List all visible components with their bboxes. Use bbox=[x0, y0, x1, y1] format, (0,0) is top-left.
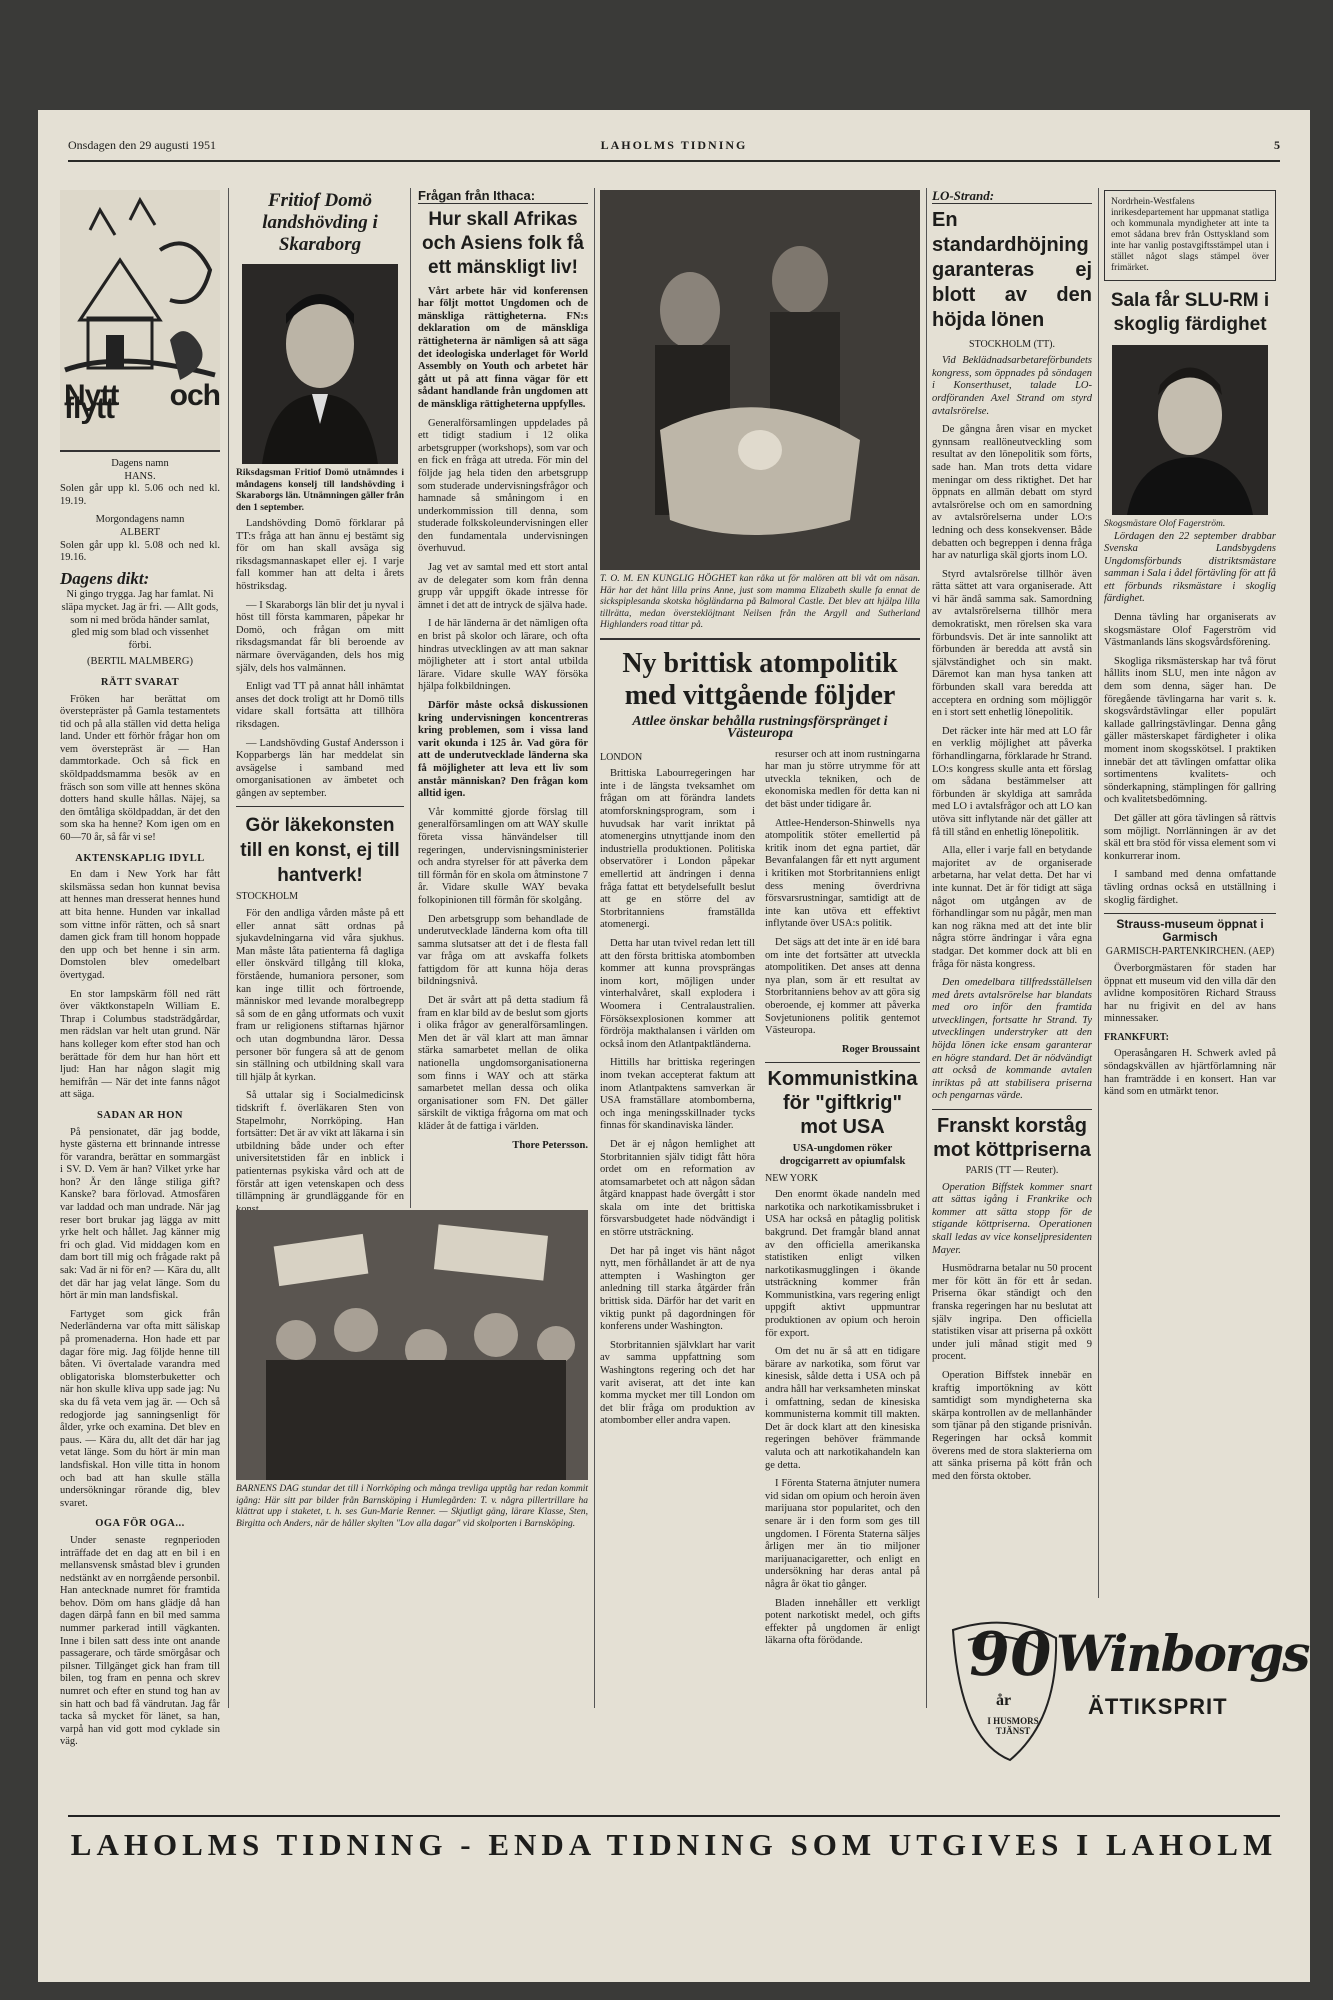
ithaca-body-6: Den arbetsgrupp som behandlade de underutvecklade länderna kom ofta till samma slutsatser att det i de flesta fall var fråga om att avskaffa folkets fattigdom för att kunna höja deras bildningsnivå. bbox=[418, 913, 588, 988]
ad-anniversary-number: 90 bbox=[963, 1620, 1057, 1690]
kina-body-4: Bladen innehåller ett verkligt potent narkotiskt medel, och gifts effekter på ungdomen är enligt läkarna ofta förödande. bbox=[765, 1597, 920, 1647]
atom-signature: Roger Broussaint bbox=[841, 1043, 920, 1055]
portrait-figure-icon bbox=[242, 264, 398, 464]
dateline-stockholm: STOCKHOLM bbox=[236, 891, 299, 903]
column-divider bbox=[410, 188, 411, 1208]
sala-body-5: I samband med denna omfattande tävling ordnas också en utställning i skoglig färdighet. bbox=[1104, 869, 1276, 906]
story-aktenskaplig-idyll: En dam i New York har fått skilsmässa sedan hon kunnat bevisa att hennes man dresserat hennes hund att bita henne. Hunden var inkallad som vittne inför rätten, och så snart damen gick fram till honom hoppade den upp och bet henne i sin arm. Domstolen blev omedelbart övertygad. bbox=[60, 869, 220, 981]
dateline-london: LONDON bbox=[600, 751, 643, 763]
footer-banner: LAHOLMS TIDNING - ENDA TIDNING SOM UTGIVES I LAHOLM bbox=[68, 1815, 1280, 1863]
column-lo-strand bbox=[932, 190, 1092, 1600]
korstag-body-3: Operation Biffstek innebär en kraftig importökning av kött samtidigt som myndigheterna ska skärpa kontrollen av de mellanhänder som tjänar på den stigande prisnivån. Regeringen har också kommit överens med de stora slakterierna om att sänka priserna på kött från och med den första oktober. bbox=[932, 1369, 1092, 1482]
story-title-oga-for-oga: OGA FÖR OGA... bbox=[95, 1518, 185, 1530]
frankfurt-body: Operasångaren H. Schwerk avled på söndagskvällen av hjärtförlamning när han framträdde i en konsert. Han var känd som en utmärkt tenor. bbox=[1104, 1048, 1276, 1098]
ad-tagline: I HUSMORS TJÄNST bbox=[987, 1716, 1039, 1736]
kina-body-1: Den enormt ökade nandeln med narkotika och narkotikamissbruket i USA har också en påtaglig politisk bakgrund. Det framgår bland annat av den officiella amerikanska statistiken enligt vilken narkotikasmugglingen i ökande utsträckning kommer från Kommunistkina, vars regering enligt uppgift aktivt uppmuntrar produktionen av opium och heroin för export. bbox=[765, 1189, 920, 1339]
ithaca-lead: Vårt arbete här vid konferensen har följt mottot Ungdomen och de mänskliga rättigheterna. FN:s deklaration om de mänskliga rättigheterna är nämligen så att säga det ideologiska underlaget för World Assembly on Youth och arbetet här gått ut på att finna vägar för ett sådant handlande från ungdomen att de mänskliga rättigheterna uppfylles. bbox=[418, 285, 588, 410]
caption-princess-anne: T. O. M. EN KUNGLIG HÖGHET kan råka ut för malören att bli våt om näsan. Här har det hänt lilla prins Anne, just som mamma Elizabeth skulle fa ennat de sickspiplesanda skotska högländarna på Balmoral Castle. Det blev att hjälpa lilla tillrätta, medan översteklöjtnant Neilsen från the Argyll and Sutherland Highlanders road tittar på. bbox=[600, 574, 920, 630]
subhead-kommunistkina: USA-ungdomen röker drogcigarrett av opiumfalsk bbox=[779, 1143, 906, 1167]
lakekonst-body-2: Så uttalar sig i Socialmedicinsk tidskrift f. överläkaren Sten von Stapelmohr, Norrköping. Han fortsätter: Det är av vikt att läkarna i sin utbildning både under och efter universitetstiden får en inblick i patienternas psykiska vård och att de förstår att igen vetenskapen och dess tillämpning är grundläggande för en bbox=[236, 1090, 404, 1203]
atom-body-2: Detta har utan tvivel redan lett till att den första brittiska atombomben kommer att kunna provsprängas inom kort, möjligen under vinterhalvåret, skall explodera i Woomera i Centralaustralien. Försöksexplosionen kommer att fördröja makthalansen i världen om också inom den Atlantpaktländerna. bbox=[600, 938, 755, 1050]
column-atompolitik bbox=[600, 190, 920, 1730]
column-domo bbox=[236, 190, 404, 1203]
ithaca-body-2: Jag vet av samtal med ett stort antal av de delegater som kom från denna grupp vår uppgift ökade intresse för ämnet i det att de intryck de själva hade. bbox=[418, 562, 588, 611]
lakekonst-body-1: För den andliga vården måste på ett eller annat sätt ordnas på sjukavdelningarna vid våra sjukhus. Man måste låta patienterna få dagliga eller önskvärd tillgång till kloka, förstående, humaniora personer, som kan inge tillit och förtroende, människor med levande moralbegrepp så som de en gång utformats och vuxit fram ur religionens stiftarnas hjärnor och utan dogmbundna läror. Dessa personer bör fungera så att de genom sin ställning och utbildning skall vara till hjälp åt kyrkan. bbox=[236, 908, 404, 1083]
headline-franskt-korstag: Franskt korståg mot köttpriserna bbox=[933, 1115, 1091, 1162]
headline-lakekonsten: Gör läkekonsten till en konst, ej till hantverk! bbox=[240, 815, 400, 887]
column-sala bbox=[1104, 190, 1276, 1600]
newspaper-page bbox=[38, 110, 1310, 1982]
domo-body-1: Landshövding Domö förklarar på TT:s fråga att han ännu ej bestämt sig för om han skall avsäga sig riksdagsmannaskapet eller ej. I varje fall kommer han att delta i årets höstriksdag. bbox=[236, 518, 404, 592]
atom-body-1: Brittiska Labourregeringen har inte i de längsta tveksamhet om frågan om att förändra landets atomforskningsprogram, som i huvudsak har varit inriktat på atomenergins utnyttjande inom den industriella produktionen. Politiska observatörer i London påpekar emellertid att ändringen i denna fråga fattat ett betydelsefullt beslut att ge en större del av Storbritanniens framställda atomenergi. bbox=[600, 768, 755, 931]
lo-lead: Vid Beklädnadsarbetareförbundets kongress, som öppnades på söndagen i Konserthuset, talade LO-ordföranden Axel Strand om styrd avtalsrörelse. bbox=[932, 355, 1092, 417]
crowd-children-icon bbox=[236, 1210, 588, 1480]
headline-strauss-museum: Strauss-museum öppnat i Garmisch bbox=[1116, 917, 1264, 944]
headline-ithaca: Hur skall Afrikas och Asiens folk få ett mänskligt liv! bbox=[422, 208, 584, 278]
sun-times-tomorrow: Solen går upp kl. 5.08 och ned kl. 19.16. bbox=[60, 539, 220, 564]
lo-body-4: Alla, eller i varje fall en betydande majoritet av de organiserade arbetarna, har velat detta. Det har vi inte kunnat. Det är för tidigt att säga något om utgången av de förhandlingar som nu pågår, men man kan nog räkna med att det inte blir några större ändringar i våra egna stadgar. Det kommer dock att bli en fråga för nästa kongress. bbox=[932, 845, 1092, 970]
dateline-new-york: NEW YORK bbox=[765, 1172, 819, 1184]
column-divider bbox=[926, 188, 927, 1708]
dagens-dikt-author: (BERTIL MALMBERG) bbox=[86, 656, 193, 668]
house-illustration-icon bbox=[60, 190, 220, 390]
advertisement-winborgs bbox=[938, 1610, 1309, 1800]
story-title-ratt-svarat: RÄTT SVARAT bbox=[100, 676, 180, 688]
dateline-lo: STOCKHOLM (TT). bbox=[969, 338, 1055, 350]
atom-body-5: Det har på inget vis hänt något nytt, men förhållandet är att de nya attempten i Washington ger anledning till starka åtgärder från brittisk sida. Därför har det varit en viktig punkt på dagordningen för konferens under Washington. bbox=[600, 1245, 755, 1333]
photo-barnens-dag bbox=[236, 1210, 588, 1480]
photo-princess-anne bbox=[600, 190, 920, 570]
story-lampskarm: En stor lampskärm föll ned rätt över väktkonstapeln William E. Thrap i Columbus stadsträdgårdar, men rädslan var helt utan grund. När hans kolleger kom efter stod han och berättade för dem hur han hört ett ljud: Han har någon slagit mig hemifrån — När det inte fanns något att säga. bbox=[60, 988, 220, 1101]
ad-anniversary-year: år bbox=[996, 1692, 1012, 1709]
dateline-frankfurt: FRANKFURT: bbox=[1104, 1031, 1170, 1043]
masthead: LAHOLMS TIDNING bbox=[600, 138, 748, 152]
header-rule bbox=[68, 160, 1280, 162]
column-nytt-och-flytt bbox=[60, 190, 220, 1748]
headline-kommunistkina: Kommunistkina för "giftkrig" mot USA bbox=[767, 1068, 918, 1139]
lo-body-2: Styrd avtalsrörelse tillhör även rätta sättet att vara organiserade. Att vi här ändå samma sak. Samordning av avtalsrörelserna tillhör mera demokratiskt, men rörelsen ska vara förbundsvis. Det är inte sannolikt att förbunden är beredda att avstå sin självständighet och sin makt. Däremot kan man hysa tanken att förbunden skall vara beredda att acceptera en ordning som möjliggör en i stort sett enhetlig lönepolitik. bbox=[932, 568, 1092, 719]
atom-body-b1: resurser och att inom rustningarna har man ju större utrymme för att utveckla tekniken, och de ekonomiska medlen för detta kan ni det bäst under tidigare år. bbox=[765, 748, 920, 811]
nytt-och-flytt-logo bbox=[60, 190, 220, 452]
sala-body-4: Det gäller att göra tävlingen så rättvis som möjligt. Norrlänningen är av det skäl ett bra stöd för vissa element som vi konkurrerar inom. bbox=[1104, 812, 1276, 862]
ithaca-body-5: Vår kommitté gjorde förslag till generalförsamlingen om att WAY skulle företa vissa hänvändelser till regeringen, undervisningsministerier och andra styrelser för att påverka dem till förmån för en skola om åtminstone 7 år. Vidare skulle WAY bevaka folkopinionen till förmån för skolgång. bbox=[418, 806, 588, 906]
sala-body-2: Denna tävling har organiserats av skogsmästare Olof Fagerström vid Västmanlands läns skogsvårdsförening. bbox=[1104, 612, 1276, 649]
ithaca-body-3: I de här länderna är det nämligen ofta en brist på skolor och lärare, och ofta hindras utvecklingen av att man saknar möjligheter att i stort antal utbilda lärare. Vidare skulle WAY försöka hjälpa folkbildningen. bbox=[418, 618, 588, 693]
domo-body-4: — Landshövding Gustaf Andersson i Kopparbergs län har meddelat sin avsägelse i samband med omorganisationen av ämbetet och gången av september. bbox=[236, 737, 404, 799]
dateline-paris: PARIS (TT — Reuter). bbox=[965, 1165, 1059, 1177]
column-divider bbox=[594, 188, 595, 1708]
lo-body-1: De gångna åren visar en mycket gynnsam reallöneutveckling som resultat av den lönepolitik som förts, sade han. Man trots detta vidare meningar om dess riktighet. Det har öppnats en allmän debatt om styrd avtalsrörelse och om en samordning av avtalsrörelserna under LO:s ledning och dess konsekvenser. Både debatten och begreppen i denna fråga har av naturliga skäl gjorts inom LO. bbox=[932, 424, 1092, 562]
ithaca-body-7: Det är svårt att på detta stadium få fram en klar bild av de beslut som gjorts i olika frågor av generalförsamlingen. Men det är väl klart att man ämnar stärka samarbetet mellan de olika nationella ungdomsorganisationerna som finns i WAY och att stärka samarbetet mellan dessa och olika organisationer som FN. Det gäller särskilt de viktiga frågorna om mat och kläder åt de fattiga i världen. bbox=[418, 995, 588, 1132]
story-title-aktenskaplig-idyll: AKTENSKAPLIG IDYLL bbox=[75, 852, 205, 864]
caption-fagerstrom: Skogsmästare Olof Fagerström. bbox=[1104, 519, 1226, 529]
ithaca-body-4: Därför måste också diskussionen kring undervisningen koncentreras kring problemen, som i vissa land varit okunda i 125 år. Vad göra för att de underutvecklade länderna ska få möjligheter att leva ett liv som anstår människan? Den frågan kom alltid igen. bbox=[418, 700, 588, 800]
ad-product: ÄTTIKSPRIT bbox=[1088, 1694, 1228, 1719]
issue-date: Onsdagen den 29 augusti 1951 bbox=[68, 138, 216, 152]
brief-nordrhein: Nordrhein-Westfalens inrikesdepartement har uppmanat statliga och kommunala myndigheter att inte ta emot sådana brev från Osttyskland som inte har vanlig postavgiftsstämpel utan i stället något slags stämpel över frimärket. bbox=[1104, 190, 1276, 281]
atom-body-3: Hittills har brittiska regeringen inom tvekan accepterat faktum att inom Atlantpaktens samverkan är USA framställare atombomberna, och inga meningsskillnader tycks finnas för skandinaviska länder. bbox=[600, 1057, 755, 1132]
atom-body-6: Storbritannien självklart har varit av samma uppfattning som Washingtons regering och det har varit aviserat, att det inte kan komma mycket mer till London om det blir fråga om produktion av atombomber eller andra vapen. bbox=[600, 1339, 755, 1427]
story-title-sadan-ar-hon: SADAN AR HON bbox=[97, 1109, 183, 1121]
dagens-dikt-title: Dagens dikt: bbox=[60, 568, 150, 588]
portrait-photo-domo bbox=[242, 264, 398, 464]
dagens-namn-value: HANS. bbox=[124, 470, 156, 482]
kicker-lo-strand: LO-Strand: bbox=[932, 190, 1092, 204]
domo-body-3: Enligt vad TT på annat håll inhämtat anses det dock troligt att hr Domö tills vidare skall fortsätta att tillhöra riksdagen. bbox=[236, 681, 404, 730]
ithaca-signature: Thore Petersson. bbox=[512, 1139, 588, 1151]
headline-domo: Fritiof Domö landshövding i Skaraborg bbox=[262, 190, 378, 255]
headline-sala-slu: Sala får SLU-RM i skoglig färdighet bbox=[1110, 290, 1270, 335]
sun-times-today: Solen går upp kl. 5.06 och ned kl. 19.19. bbox=[60, 483, 220, 507]
lo-body-3: Det räcker inte här med att LO får en verklig möjlighet att påverka förhandlingarna, förklarade hr Strand. LO:s kongress skulle anta ett förslag om sådana bestämmelser att förbunden är skyldiga att samråda med LO i avtalsfrågor och att LO kan utöva sitt inflytande när det gäller att få till stånd en enhetlig lönepolitik. bbox=[932, 725, 1092, 838]
caption-barnens-dag: BARNENS DAG stundar det till i Norrköping och många trevliga upptåg har redan kommit igång: Här sitt par bilder från Barnsköping i Humlegården: T. v. några pillertrillare ha klättrat upp i staketet, t. h. ses Gun-Marie Renner. — Skjutligt gäng, lärare Klasse, Sten, Birgitta och Anders, när de håller skylten "Lov alla dagar" vid skolporten i Barnsköping. bbox=[236, 1484, 588, 1529]
atom-body-4: Det är ej någon hemlighet att Storbritannien själv tidigt fått höra ordet om en reformation av atomsamarbetet och att någon sådan åtgärd knappast hade övergått i stor skala om inte det brittiska försvarsbudgetet hade nödvändigt i en större utsträckning. bbox=[600, 1138, 755, 1239]
dagens-dikt-text: Ni gingo trygga. Jag har famlat. Ni släpa mycket. Jag är fri. — Allt gods, som ni med bröda händer samlat, gled mig som blad och vissenhet förbi. bbox=[61, 589, 219, 651]
korstag-body-2: Husmödrarna betalar nu 50 procent mer för kött än för ett år sedan. Priserna ökar ständigt och den franska regeringen har nu beslutat att själv ingripa. Den officiella statistiken visar att priserna på oxkött under juli månad stigit med 9 procent. bbox=[932, 1263, 1092, 1363]
sala-body-3: Skogliga riksmästerskap har två förut hållits inom SLU, men inte någon av dem som denna, säger han. De föregående tävlingarna har varit s. k. skogsvårdstävlingar eller populärt kallade gallringstävlingar. Denna gång gäller mästerskapet färdigheter i olika moment inom skogsskötsel. I praktiken innebär det att tävlingen omfattar olika sortimentens kvalitets- och sönderkapning, stämplingen för gallring och kvalitetsbedömning. bbox=[1104, 655, 1276, 806]
kina-body-2: Om det nu är så att en tidigare bärare av narkotika, som förut var kinesisk, sålde detta i USA och på andra håll har verksamheten minskat i omfattning, sedan de kinesiska kommunisterna kommit till makten. Det är dock klart att den kinesiska regeringen behöver främmande valuta och att narkotikahandeln kan ge detta. bbox=[765, 1346, 920, 1471]
morgondagens-namn-value: ALBERT bbox=[119, 526, 161, 538]
atom-body-b2: Attlee-Henderson-Shinwells nya atompolitik stöter emellertid på kritik inom det egna partiet, där Bevanfalangen får ett nytt argument i kritiken mot Storbritanniens enligt dess mening överdrivna försvarsrustningar, samtidigt att de inte kan utöva ett effektivt inflytande över USA:s politik. bbox=[765, 817, 920, 930]
sala-body-1: Lördagen den 22 september drabbar Svenska Landsbygdens Ungdomsförbunds distriktsmästare samman i Sala i ådel förtävling för att få ett förbunds riksmästare i skoglig färdighet. bbox=[1104, 530, 1276, 605]
dateline-garmisch: GARMISCH-PARTENKIRCHEN. (AEP) bbox=[1105, 946, 1275, 958]
ithaca-body-1: Generalförsamlingen uppdelades på ett tidigt stadium i 12 olika arbetsgrupper (workshops), som var och en fick en fråga att utreda. För min del följde jag hela tiden den arbetsgrupp som studerade undervisningsfrågor och hamnade så småningom i en underkommission till denna, som studerade folkskoleundervisningen eller den fundamentala undervisningen överhuvud. bbox=[418, 417, 588, 555]
story-sadan-ar-hon: På pensionatet, där jag bodde, hyste gästerna ett brinnande intresse för varandra, berättar en sommargäst i SV. D. Vem är han? Vilket yrke har hon? Är den långe stiliga gift? Kanske? bara förlovad. Atmosfären var laddad och man undrade. När jag reser bort brukar jag lägga av mitt yrke helt och hållet. Jag känner mig fri och glad. Vid middagen kom en dam bort till mig och frågade rakt på sak: Vad är ni för en? — Kära du, allt det där har jag velat länge. Som du hört är min man landsfiskal. bbox=[60, 1126, 220, 1302]
dagens-namn-label: Dagens namn bbox=[111, 458, 169, 469]
page-header bbox=[68, 138, 1280, 158]
kicker-ithaca: Frågan från Ithaca: bbox=[418, 190, 588, 204]
caption-domo: Riksdagsman Fritiof Domö utnämndes i måndagens konselj till landshövding i Skaraborgs län. Utnämningen gäller från den 1 september. bbox=[236, 468, 404, 513]
ad-brand: Winborgs bbox=[1056, 1624, 1309, 1683]
subhead-atompolitik: Attlee önskar behålla rustningsförspränget i Västeuropa bbox=[632, 713, 888, 742]
column-divider bbox=[1098, 188, 1099, 1598]
story-fartyget: Fartyget som gick från Nederländerna var ofta mitt säliskap på promenaderna. Hon hade ett par dagar före mig. Jag följde henne till båten. Vi övertalade varandra med obligatoriska blomsterbuketter och när hon skulle kliva upp sade jag: Nu ska du få veta vem jag är. — Och så redogjorde jag sanningsenligt för ålder, yrke och examina. Det blev en paus. — Kära du, allt det där har jag vetat länge. Som du hört är min man landsfiskal. Hon ville titta in honom och bad att han skulle ställa undersökningar rörande dig, blev svaret. bbox=[60, 1308, 220, 1509]
page-number: 5 bbox=[1274, 138, 1280, 152]
column-divider bbox=[228, 188, 229, 1708]
headline-standardhojning: En standardhöjning garanteras ej blott av den höjda lönen bbox=[932, 208, 1092, 331]
headline-atompolitik: Ny brittisk atompolitik med vittgående följder bbox=[622, 647, 898, 711]
morgondagens-namn-label: Morgondagens namn bbox=[95, 514, 185, 526]
story-oga-for-oga: Under senaste regnperioden inträffade det en dag att en bil i en mellansvensk småstad blev i grunden nedstänkt av en norrgående personbil. Han antecknade numret för framtida behov. Döm om hans glädje då han dagen därpå fann en bil med samma nummer parkerad intill vägkanten. Inne i bilen satt dess inte ont anande passagerare, och tärde smörgåsar och pilsner. Tillgänget gick han fram till bilen, tog fram en penna och skrev numret och efter en stund tog han av sin hatt och bad få vändrutan. Jag får tacka så mycket för länet, sa han, varpå han vid gott mod cyklade sin väg. bbox=[60, 1534, 220, 1748]
kina-body-3: I Förenta Staterna ätnjuter numera vid sidan om opium och heroin även marijuana stor popularitet, och den senare är i den form som ges till ungdomen. I Förenta Staterna säljes årligen mer än tio miljoner marijuanacigaretter, och enligt en undersökning har deras antal på några år ökat tio gånger. bbox=[765, 1478, 920, 1590]
atom-body-b3: Det sägs att det inte är en idé bara om inte det fortsätter att utveckla atompolitiken. Det anses att denna nya plan, som är ett resultat av Storbritanniens behov av att göra sig oberoende, ej kommer att påverka Sovjetunionens politik gentemot Västeuropa. bbox=[765, 937, 920, 1037]
royal-family-photo-icon bbox=[600, 190, 920, 570]
domo-body-2: — I Skaraborgs län blir det ju nyval i höst till första kammaren, påpekar hr Domö, och frågan om mitt riksdagsmandat får bli beroende av närmare överväganden, dels hos mig själv, dels hos valmännen. bbox=[236, 599, 404, 674]
story-ratt-svarat: Fröken har berättat om överstepräster på Gamla testamentets tid och på alla ställen vid detta heliga land. Under ett förhör frågar hon om vem överstepräst är — Han dammtorkade. Och så fick en sköldpaddsmamma besök av en fräsch son som ville att hennes sköna dotters hand skulle hållas. Näjej, sa den ömtåliga sköldpaddan, är det den som ska ha henne? Kom igen om en 60—70 år, så får vi se! bbox=[60, 693, 220, 844]
column-ithaca bbox=[418, 190, 588, 1200]
barnens-dag-block bbox=[236, 1210, 588, 1585]
portrait-photo-fagerstrom bbox=[1112, 345, 1268, 515]
portrait-figure-icon bbox=[1112, 345, 1268, 515]
nytt-och-flytt-title: Nytt och flytt bbox=[64, 379, 220, 425]
korstag-body-1: Operation Biffstek kommer snart att sättas igång i Frankrike och kommer att sätta stopp för de stigande köttpriserna. Operationen skall ledas av vice konseljpresidenten Mayer. bbox=[932, 1181, 1092, 1256]
lo-body-5: Den omedelbara tillfredsställelsen med årets avtalsrörelse har blandats med oro inför den framtida utvecklingen, fortsatte hr Strand. Ty utvecklingen understryker att den höjda lönen icke ensam garanterar en högre standard. Det är nödvändigt att också de kommande avtalen inriktas på att stabilisera priserna och pengarnas värde. bbox=[932, 977, 1092, 1102]
strauss-body: Överborgmästaren för staden har öppnat ett museum vid den villa där den avlidne kompositören Richard Strauss har nu frigivit en del av hans minnessaker. bbox=[1104, 962, 1276, 1025]
